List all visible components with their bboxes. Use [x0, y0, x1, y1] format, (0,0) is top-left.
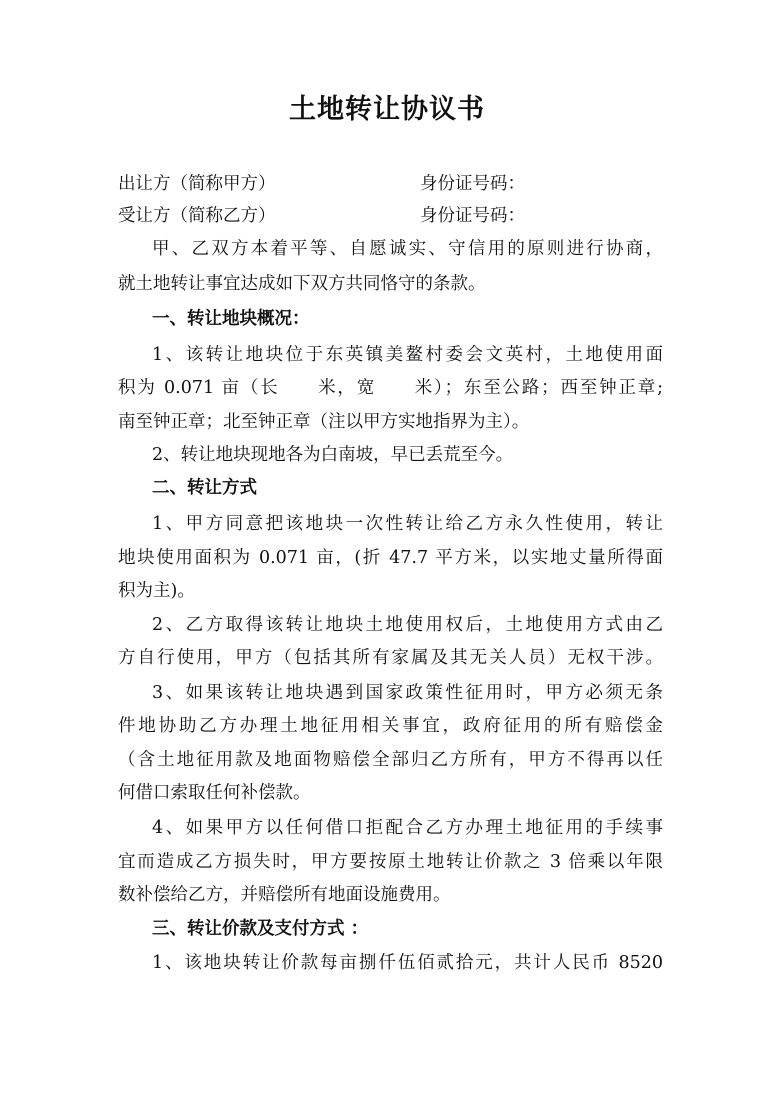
- section-2-clause-4-line-1: 4、如果甲方以任何借口拒配合乙方办理土地征用的手续事: [152, 818, 663, 838]
- section-3-clause-1-line-1: 1、该地块转让价款每亩捌仟伍佰贰拾元，共计人民币 8520: [152, 953, 663, 973]
- section-2-clause-2-line-1: 2、乙方取得该转让地块土地使用权后，土地使用方式由乙: [152, 615, 663, 635]
- section-1-heading: 一、转让地块概况：: [152, 309, 310, 329]
- section-2-clause-3-line-2: 件地协助乙方办理土地征用相关事宜，政府征用的所有赔偿金: [118, 716, 663, 736]
- section-1-clause-2-line-1: 2、转让地块现地各为白南坡，早已丢荒至今。: [152, 445, 514, 465]
- section-2-clause-1-line-3: 积为主)。: [118, 581, 195, 601]
- section-1-clause-1-line-2: 积为 0.071 亩（长 米，宽 米）；东至公路；西至钟正章;: [118, 378, 663, 398]
- section-2-clause-2-line-2: 方自行使用，甲方（包括其所有家属及其无关人员）无权干涉。: [118, 648, 663, 668]
- transferor-id-label: 身份证号码：: [420, 174, 525, 194]
- section-1-clause-1-line-3: 南至钟正章；北至钟正章（注以甲方实地指界为主）。: [118, 412, 530, 432]
- section-2-clause-1-line-2: 地块使用面积为 0.071 亩，(折 47.7 平方米，以实地丈量所得面: [118, 548, 663, 568]
- section-2-clause-1-line-1: 1、甲方同意把该地块一次性转让给乙方永久性使用，转让: [152, 514, 663, 534]
- section-2-clause-3-line-3: （含土地征用款及地面物赔偿全部归乙方所有，甲方不得再以任: [118, 750, 663, 770]
- section-2-clause-3-line-4: 何借口索取任何补偿款。: [118, 783, 311, 803]
- section-2-heading: 二、转让方式: [152, 478, 257, 498]
- section-2-clause-3-line-1: 3、如果该转让地块遇到国家政策性征用时，甲方必须无条: [152, 683, 663, 703]
- section-2-clause-4-line-3: 数补偿给乙方，并赔偿所有地面设施费用。: [118, 885, 451, 905]
- document-title: 土地转让协议书: [289, 94, 485, 125]
- section-3-heading: 三、转让价款及支付方式 ：: [152, 919, 369, 939]
- preamble-line-2: 就土地转让事宜达成如下双方共同恪守的条款。: [118, 274, 486, 294]
- section-1-clause-1-line-1: 1、该转让地块位于东英镇美鳌村委会文英村，土地使用面: [152, 345, 663, 365]
- transferee-label: 受让方（简称乙方）: [118, 206, 276, 226]
- section-2-clause-4-line-2: 宜而造成乙方损失时，甲方要按原土地转让价款之 3 倍乘以年限: [118, 852, 663, 872]
- transferee-id-label: 身份证号码：: [420, 206, 525, 226]
- preamble-line-1: 甲、乙双方本着平等、自愿诚实、守信用的原则进行协商，: [152, 239, 663, 259]
- transferor-label: 出让方（简称甲方）: [118, 174, 276, 194]
